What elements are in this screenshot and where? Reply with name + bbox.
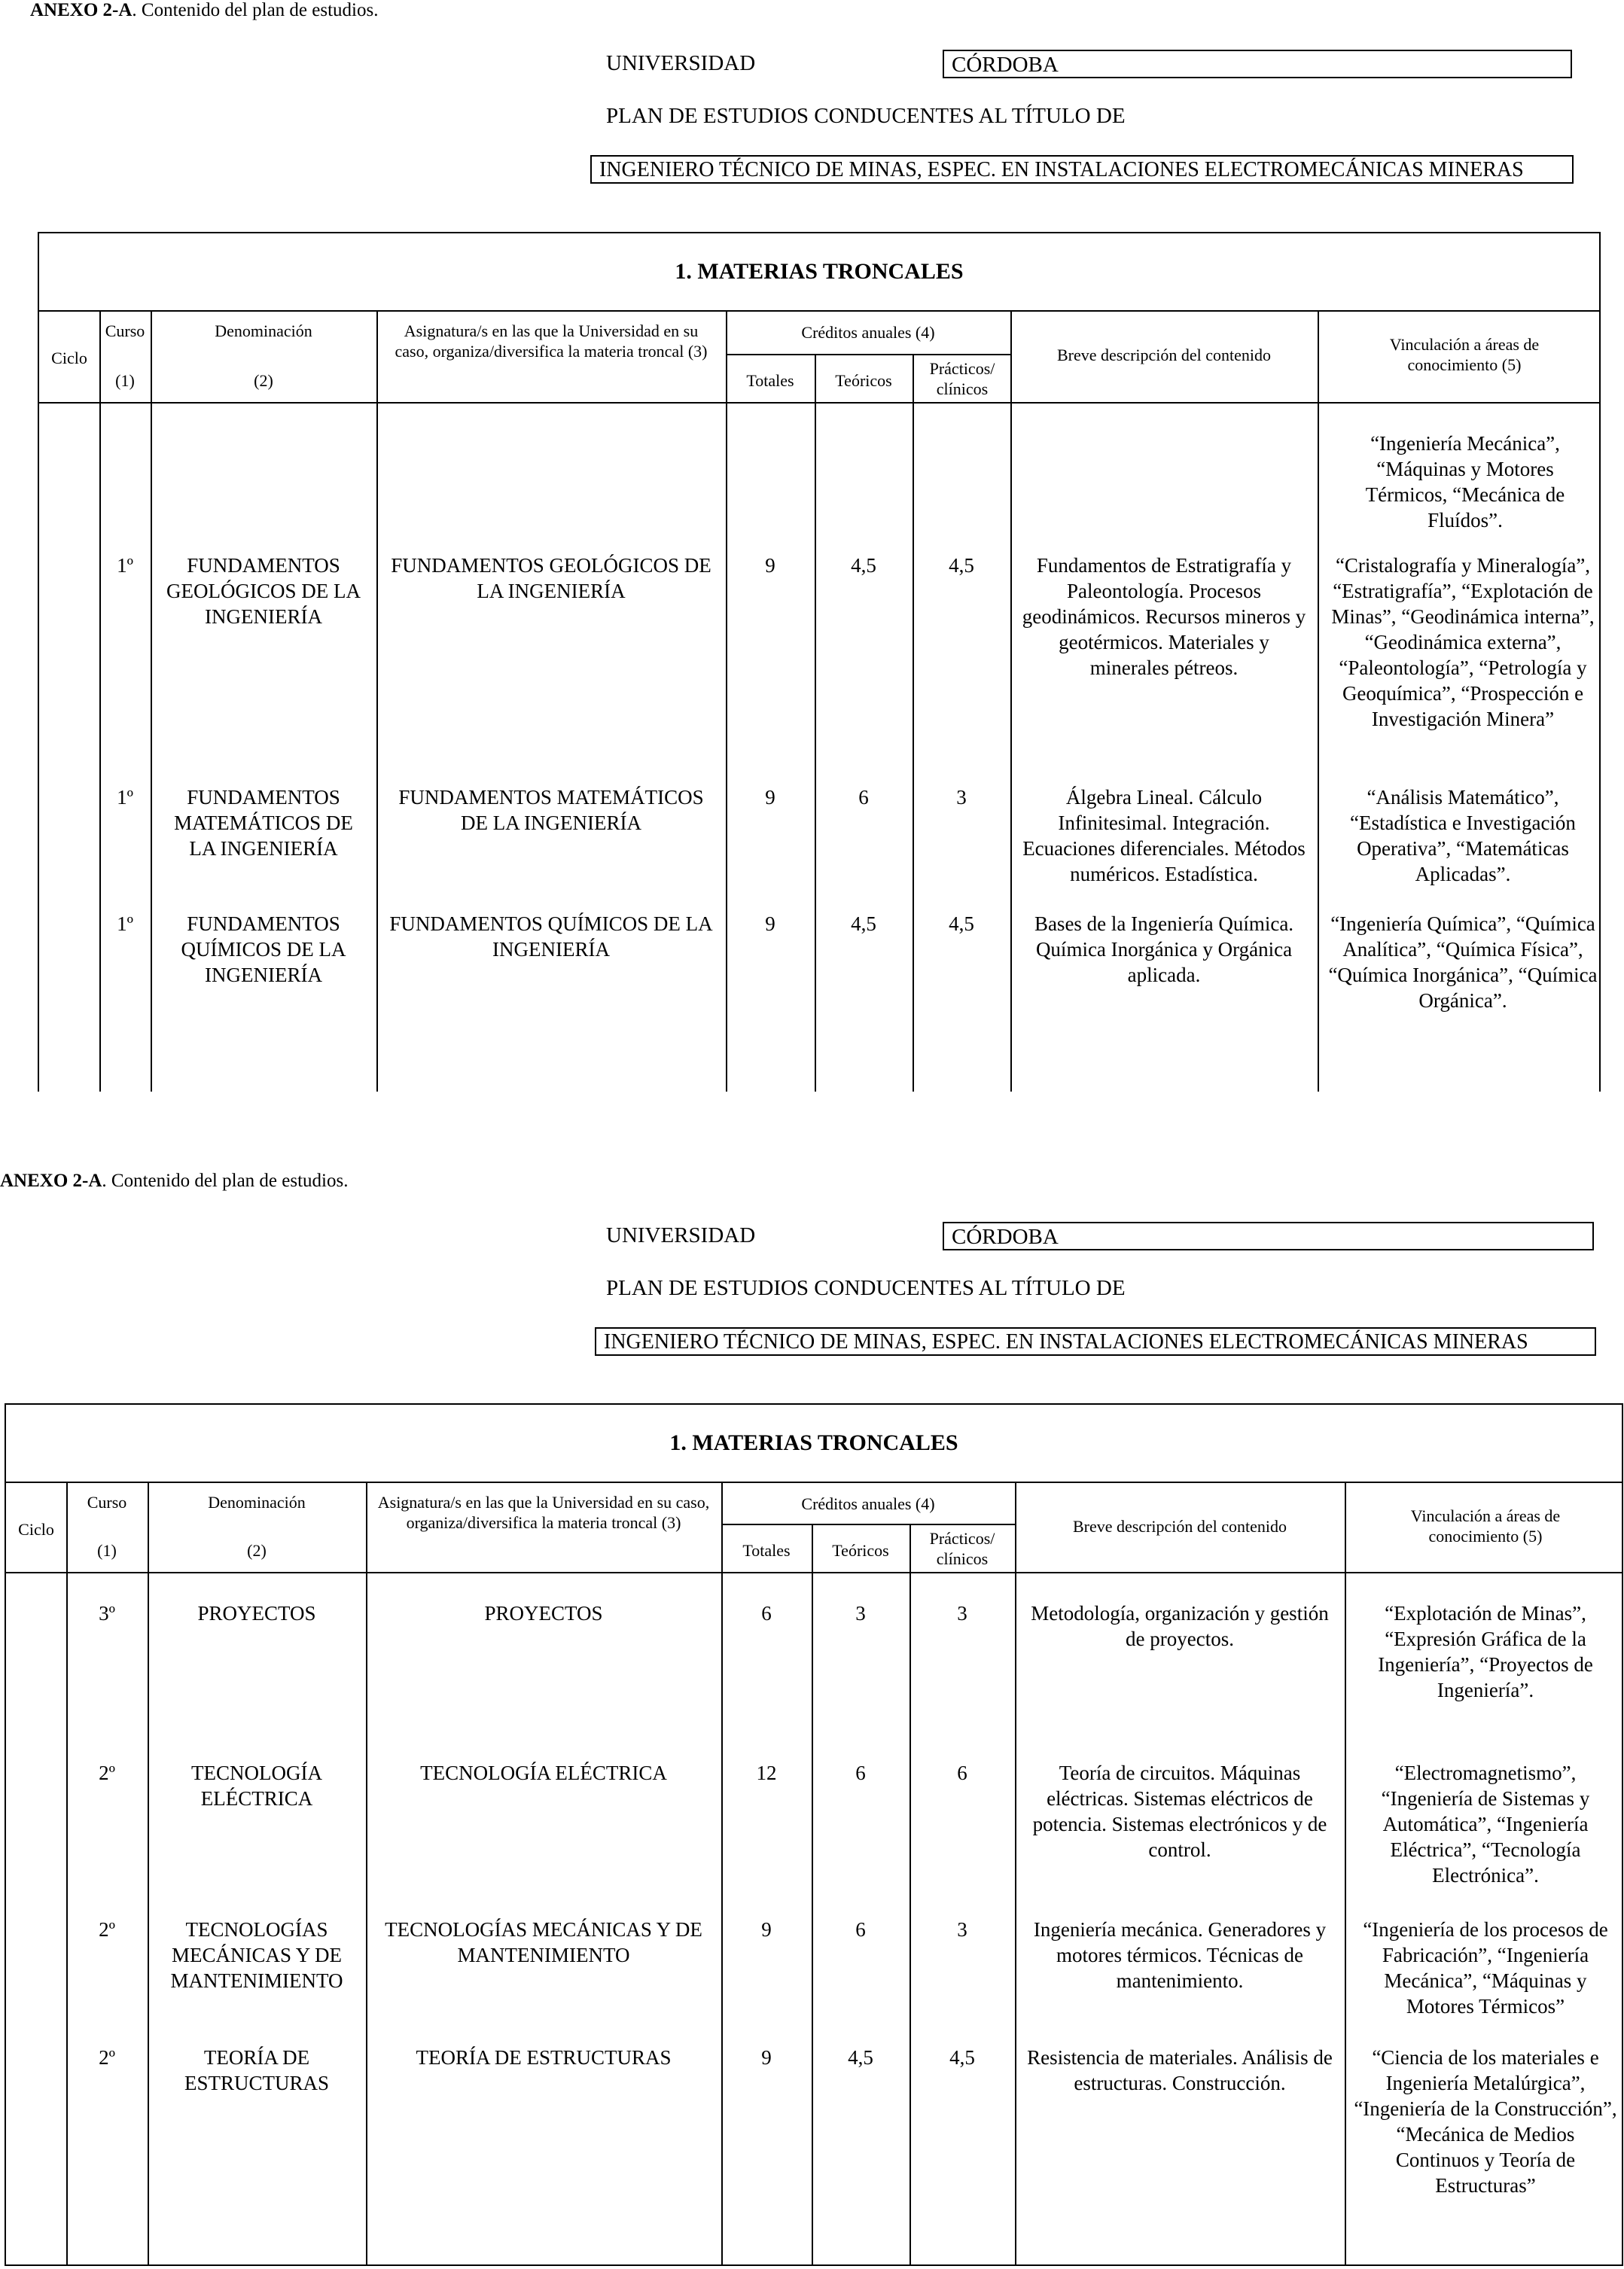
row-curso: 1º xyxy=(117,786,133,809)
row-teoricos: 6 xyxy=(855,1918,866,1941)
row-practicos: 4,5 xyxy=(949,2046,975,2069)
row-totales: 9 xyxy=(761,1918,772,1941)
header-curso: Curso xyxy=(87,1493,127,1512)
row-vinculacion: “Ingeniería Química”, “Química Analítica”, “Química Física”, “Química Inorgánica”, “Química Orgánica”. xyxy=(1328,912,1598,1012)
row-descripcion: Ingeniería mecánica. Generadores y motores térmicos. Técnicas de mantenimiento. xyxy=(1033,1918,1327,1992)
header-vinculacion: Vinculación a áreas de conocimiento (5) xyxy=(1410,1506,1561,1546)
row-asignatura: PROYECTOS xyxy=(484,1602,603,1625)
row-teoricos: 3 xyxy=(855,1602,866,1625)
university-label: UNIVERSIDAD xyxy=(606,51,756,75)
row-teoricos: 4,5 xyxy=(848,2046,873,2069)
row-descripcion: Bases de la Ingeniería Química. Química Inorgánica y Orgánica aplicada. xyxy=(1034,912,1294,986)
plan-label: PLAN DE ESTUDIOS CONDUCENTES AL TÍTULO DE xyxy=(606,1276,1126,1300)
row-curso: 2º xyxy=(99,1762,115,1784)
row-curso: 3º xyxy=(99,1602,115,1625)
row-denominacion: PROYECTOS xyxy=(197,1602,316,1625)
row-totales: 12 xyxy=(756,1762,777,1784)
section-2 xyxy=(0,1171,1624,2269)
table-title: 1. MATERIAS TRONCALES xyxy=(675,259,964,284)
header-creditos: Créditos anuales (4) xyxy=(801,1494,935,1513)
row-vinculacion: “Ciencia de los materiales e Ingeniería Metalúrgica”, “Ingeniería de la Construcción”, “Mecánica de Medios Continuos y Teoría de Estructuras” xyxy=(1354,2046,1617,2197)
university-value: CÓRDOBA xyxy=(943,50,1572,78)
row-denominacion: TECNOLOGÍA ELÉCTRICA xyxy=(191,1762,322,1810)
row-descripcion: Fundamentos de Estratigrafía y Paleontología. Procesos geodinámicos. Recursos mineros y geotérmicos. Materiales y minerales pétreos. xyxy=(1022,554,1306,679)
header-curso: Curso xyxy=(105,321,145,340)
header-curso-note: (1) xyxy=(115,371,135,390)
row-totales: 9 xyxy=(765,554,775,577)
header-denominacion: Denominación xyxy=(215,321,312,340)
header-asignatura: Asignatura/s en las que la Universidad en su caso, organiza/diversifica la materia troncal (3) xyxy=(377,1493,710,1532)
header-asignatura: Asignatura/s en las que la Universidad en su caso, organiza/diversifica la materia troncal (3) xyxy=(395,321,708,361)
row-vinculacion: “Electromagnetismo”, “Ingeniería de Sistemas y Automática”, “Ingeniería Eléctrica”, “Tecnología Electrónica”. xyxy=(1381,1762,1590,1887)
row-vinculacion: “Explotación de Minas”, “Expresión Gráfica de la Ingeniería”, “Proyectos de Ingeniería”. xyxy=(1378,1602,1593,1701)
section-1 xyxy=(0,0,1624,1092)
row-denominacion: TECNOLOGÍAS MECÁNICAS Y DE MANTENIMIENTO xyxy=(170,1918,343,1992)
row-teoricos: 4,5 xyxy=(851,554,876,577)
row-teoricos: 6 xyxy=(858,786,869,809)
header-practicos: Prácticos/ clínicos xyxy=(929,1529,995,1568)
university-value: CÓRDOBA xyxy=(943,1222,1594,1250)
row-practicos: 4,5 xyxy=(949,554,974,577)
header-teoricos: Teóricos xyxy=(835,371,892,390)
header-vinculacion: Vinculación a áreas de conocimiento (5) xyxy=(1389,335,1540,374)
row-teoricos: 4,5 xyxy=(851,912,876,935)
row-curso: 1º xyxy=(117,554,133,577)
row-practicos: 4,5 xyxy=(949,912,974,935)
row-asignatura: FUNDAMENTOS MATEMÁTICOS DE LA INGENIERÍA xyxy=(398,786,704,834)
row-asignatura: FUNDAMENTOS QUÍMICOS DE LA INGENIERÍA xyxy=(389,912,713,961)
row-denominacion: TEORÍA DE ESTRUCTURAS xyxy=(184,2046,330,2094)
row-curso: 1º xyxy=(117,912,133,935)
header-totales: Totales xyxy=(742,1541,791,1560)
row-descripcion: Teoría de circuitos. Máquinas eléctricas. Sistemas eléctricos de potencia. Sistemas electrónicos y de control. xyxy=(1032,1762,1327,1861)
row-vinculacion: “Cristalografía y Mineralogía”, “Estratigrafía”, “Explotación de Minas”, “Geodinámica interna”, “Geodinámica externa”, “Paleontología”, “Petrología y Geoquímica”, “Prospección e Investigación Minera” xyxy=(1331,554,1595,730)
header-denominacion-note: (2) xyxy=(254,371,273,390)
header-ciclo: Ciclo xyxy=(51,349,87,367)
row-curso: 2º xyxy=(99,1918,115,1941)
row-asignatura: TEORÍA DE ESTRUCTURAS xyxy=(416,2046,672,2069)
header-curso-note: (1) xyxy=(97,1541,117,1560)
row-vinculacion: “Análisis Matemático”, “Estadística e Investigación Operativa”, “Matemáticas Aplicadas”. xyxy=(1350,786,1576,885)
degree-title: INGENIERO TÉCNICO DE MINAS, ESPEC. EN INSTALACIONES ELECTROMECÁNICAS MINERAS xyxy=(590,155,1574,184)
plan-label: PLAN DE ESTUDIOS CONDUCENTES AL TÍTULO DE xyxy=(606,104,1126,128)
row-teoricos: 6 xyxy=(855,1762,866,1784)
header-teoricos: Teóricos xyxy=(832,1541,889,1560)
row-denominacion: FUNDAMENTOS QUÍMICOS DE LA INGENIERÍA xyxy=(181,912,346,986)
header-creditos: Créditos anuales (4) xyxy=(801,323,935,342)
annex-header: ANEXO 2-A. Contenido del plan de estudios. xyxy=(30,0,379,20)
troncales-table xyxy=(5,1403,1623,2266)
row-descripcion: Álgebra Lineal. Cálculo Infinitesimal. Integración. Ecuaciones diferenciales. Métodos numéricos. Estadística. xyxy=(1022,786,1306,885)
row-descripcion: Resistencia de materiales. Análisis de estructuras. Construcción. xyxy=(1027,2046,1333,2094)
row-vinculacion: “Ingeniería de los procesos de Fabricación”, “Ingeniería Mecánica”, “Máquinas y Motores Térmicos” xyxy=(1363,1918,1608,2018)
header-totales: Totales xyxy=(746,371,794,390)
header-ciclo: Ciclo xyxy=(18,1520,54,1539)
row-totales: 9 xyxy=(761,2046,772,2069)
row-practicos: 6 xyxy=(957,1762,967,1784)
header-denominacion-note: (2) xyxy=(247,1541,267,1560)
row-asignatura: TECNOLOGÍAS MECÁNICAS Y DE MANTENIMIENTO xyxy=(385,1918,702,1966)
row-asignatura: TECNOLOGÍA ELÉCTRICA xyxy=(420,1762,667,1784)
row-descripcion: Metodología, organización y gestión de proyectos. xyxy=(1031,1602,1329,1650)
row-denominacion: FUNDAMENTOS GEOLÓGICOS DE LA INGENIERÍA xyxy=(166,554,361,628)
row-totales: 9 xyxy=(765,912,775,935)
row-practicos: 3 xyxy=(957,1602,967,1625)
pre-note: “Ingeniería Mecánica”, “Máquinas y Motores Térmicos, “Mecánica de Fluídos”. xyxy=(1365,432,1565,531)
row-curso: 2º xyxy=(99,2046,115,2069)
header-denominacion: Denominación xyxy=(208,1493,306,1512)
university-label: UNIVERSIDAD xyxy=(606,1223,756,1247)
row-totales: 6 xyxy=(761,1602,772,1625)
table-title: 1. MATERIAS TRONCALES xyxy=(669,1430,958,1455)
troncales-table xyxy=(38,232,1601,1092)
row-asignatura: FUNDAMENTOS GEOLÓGICOS DE LA INGENIERÍA xyxy=(391,554,711,602)
row-totales: 9 xyxy=(765,786,775,809)
row-practicos: 3 xyxy=(957,1918,967,1941)
header-descripcion: Breve descripción del contenido xyxy=(1072,1517,1287,1536)
header-descripcion: Breve descripción del contenido xyxy=(1056,346,1272,364)
row-practicos: 3 xyxy=(956,786,967,809)
degree-title: INGENIERO TÉCNICO DE MINAS, ESPEC. EN INSTALACIONES ELECTROMECÁNICAS MINERAS xyxy=(595,1327,1596,1356)
row-denominacion: FUNDAMENTOS MATEMÁTICOS DE LA INGENIERÍA xyxy=(174,786,353,860)
annex-header: ANEXO 2-A. Contenido del plan de estudios. xyxy=(0,1171,349,1191)
header-practicos: Prácticos/ clínicos xyxy=(929,359,995,398)
